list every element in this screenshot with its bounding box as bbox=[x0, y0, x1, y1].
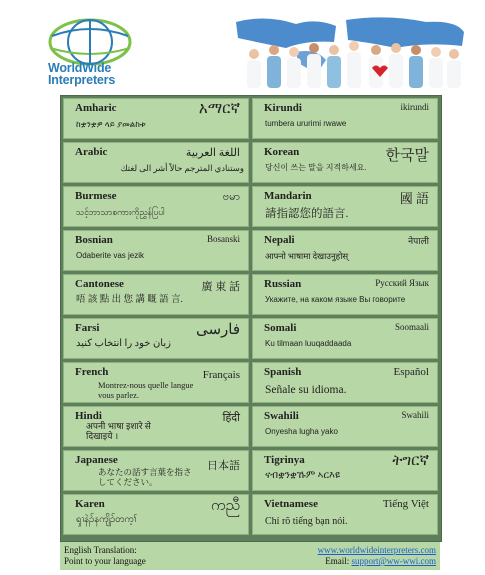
language-card-cantonese[interactable] bbox=[63, 274, 249, 315]
language-card-bosnian[interactable] bbox=[63, 230, 249, 271]
language-native-name: 한국말 bbox=[385, 148, 429, 164]
language-card-swahili[interactable] bbox=[252, 406, 438, 447]
language-name: Vietnamese bbox=[264, 498, 318, 510]
language-native-name: Français bbox=[202, 369, 240, 381]
language-native-name: 日本語 bbox=[207, 460, 240, 472]
language-name: Burmese bbox=[75, 190, 117, 202]
language-native-name: 廣 東 話 bbox=[201, 281, 240, 293]
language-card-japanese[interactable] bbox=[63, 450, 249, 491]
language-card-russian[interactable] bbox=[252, 274, 438, 315]
logo-line2: Interpreters bbox=[48, 73, 116, 87]
language-name: Amharic bbox=[75, 102, 117, 114]
language-native-name: አማርኛ bbox=[198, 101, 240, 117]
language-name: Tigrinya bbox=[264, 454, 305, 466]
language-name: Farsi bbox=[75, 322, 100, 334]
language-phrase: Montrez-nous quelle langue vous parlez. bbox=[98, 380, 194, 400]
language-name: Kirundi bbox=[264, 102, 302, 114]
language-name: Bosnian bbox=[75, 234, 113, 246]
language-card-spanish[interactable] bbox=[252, 362, 438, 403]
language-card-burmese[interactable] bbox=[63, 186, 249, 227]
logo-text bbox=[48, 62, 115, 86]
language-native-name: Tiếng Việt bbox=[382, 498, 429, 510]
language-phrase: ከቋንቋዎ ላይ ያመልከቱ bbox=[76, 119, 146, 129]
language-card-farsi[interactable] bbox=[63, 318, 249, 359]
language-phrase: 唔 該 點 出 您 講 嘅 語 言. bbox=[76, 295, 183, 305]
language-card-amharic[interactable] bbox=[63, 98, 249, 139]
logo-line1: WorldWide bbox=[48, 61, 112, 75]
language-native-name: Swahili bbox=[401, 410, 429, 420]
language-phrase: अपनी भाषा इशारे से दिखाइये । bbox=[86, 421, 151, 441]
language-native-name: Русский Язык bbox=[375, 278, 429, 288]
language-name: Mandarin bbox=[264, 190, 312, 202]
point-to-language-text: Point to your language bbox=[64, 556, 146, 566]
language-phrase: زبان خود را انتخاب كنيد bbox=[76, 338, 171, 349]
language-card-kirundi[interactable] bbox=[252, 98, 438, 139]
language-phrase: وستنادي المترجم حالاً أشر الى لغتك bbox=[120, 163, 244, 173]
language-phrase: ናብቋንቋኹም ኣርእዩ bbox=[265, 470, 340, 481]
language-name: Hindi bbox=[75, 410, 102, 422]
language-name: Russian bbox=[264, 278, 302, 290]
language-name: Swahili bbox=[264, 410, 299, 422]
language-name: Karen bbox=[75, 498, 105, 510]
footer bbox=[60, 542, 440, 570]
language-card-french[interactable] bbox=[63, 362, 249, 403]
language-native-name: 國 語 bbox=[399, 191, 429, 206]
language-card-somali[interactable] bbox=[252, 318, 438, 359]
language-card-tigrinya[interactable] bbox=[252, 450, 438, 491]
language-card-arabic[interactable] bbox=[63, 142, 249, 183]
doctors-world-map-image bbox=[226, 12, 466, 92]
english-translation-label: English Translation: bbox=[64, 545, 137, 555]
website-link[interactable]: www.worldwideinterpreters.com bbox=[317, 545, 436, 555]
language-native-name: اللغة العربية bbox=[185, 147, 240, 159]
worldwide-interpreters-logo bbox=[40, 14, 150, 87]
language-native-name: नेपाली bbox=[408, 236, 429, 246]
language-phrase: Укажите, на каком языке Вы говорите bbox=[265, 295, 406, 304]
language-card-nepali[interactable] bbox=[252, 230, 438, 271]
language-native-name: ትግርኛ bbox=[392, 453, 429, 469]
language-phrase: Odaberite vas jezik bbox=[76, 251, 145, 260]
language-phrase: 請指認您的語言. bbox=[265, 208, 349, 220]
language-card-hindi[interactable] bbox=[63, 406, 249, 447]
language-phrase: आफ्नो भाषामा देखाउनुहोस् bbox=[265, 251, 349, 261]
language-name: Japanese bbox=[75, 454, 118, 466]
language-name: Somali bbox=[264, 322, 297, 334]
language-name: Arabic bbox=[75, 146, 108, 158]
email-label: Email: bbox=[325, 556, 350, 566]
language-phrase: Ku tilmaan luuqaddaada bbox=[265, 339, 352, 348]
language-native-name: ကညီ bbox=[210, 498, 240, 514]
language-phrase: Señale su idioma. bbox=[265, 384, 347, 396]
language-name: Spanish bbox=[264, 366, 302, 378]
footer-translation bbox=[64, 545, 146, 567]
language-native-name: ikirundi bbox=[400, 102, 429, 112]
language-phrase: tumbera ururimi rwawe bbox=[265, 119, 347, 128]
language-phrase: Chỉ rõ tiếng bạn nói. bbox=[265, 516, 348, 527]
language-native-name: हिंदी bbox=[222, 412, 240, 424]
footer-contact bbox=[318, 545, 436, 567]
language-native-name: Español bbox=[393, 366, 429, 378]
language-name: Nepali bbox=[264, 234, 295, 246]
language-grid bbox=[60, 95, 442, 542]
language-native-name: Bosanski bbox=[206, 234, 240, 244]
language-phrase: あなたの話す言葉を指さしてください。 bbox=[98, 467, 192, 487]
language-native-name: ဗမာ bbox=[222, 191, 240, 203]
language-name: French bbox=[75, 366, 109, 378]
language-phrase: ၡၢနဲၣ်နကျိၣ်တက့ၢ် bbox=[76, 515, 138, 525]
language-card-mandarin[interactable] bbox=[252, 186, 438, 227]
language-phrase: သင့်ဘာသာစကားကိုညွှန်ပြပါ bbox=[76, 207, 165, 217]
language-card-karen[interactable] bbox=[63, 494, 249, 535]
language-name: Cantonese bbox=[75, 278, 124, 290]
language-name: Korean bbox=[264, 146, 300, 158]
email-link[interactable]: support@ww-wwi.com bbox=[351, 556, 436, 566]
language-card-vietnamese[interactable] bbox=[252, 494, 438, 535]
language-phrase: Onyesha lugha yako bbox=[265, 427, 338, 436]
language-native-name: فارسی bbox=[195, 322, 240, 338]
language-card-korean[interactable] bbox=[252, 142, 438, 183]
header bbox=[0, 0, 485, 92]
language-native-name: Soomaali bbox=[395, 322, 429, 332]
language-phrase: 당신이 쓰는 말을 지적하세요. bbox=[265, 163, 367, 172]
